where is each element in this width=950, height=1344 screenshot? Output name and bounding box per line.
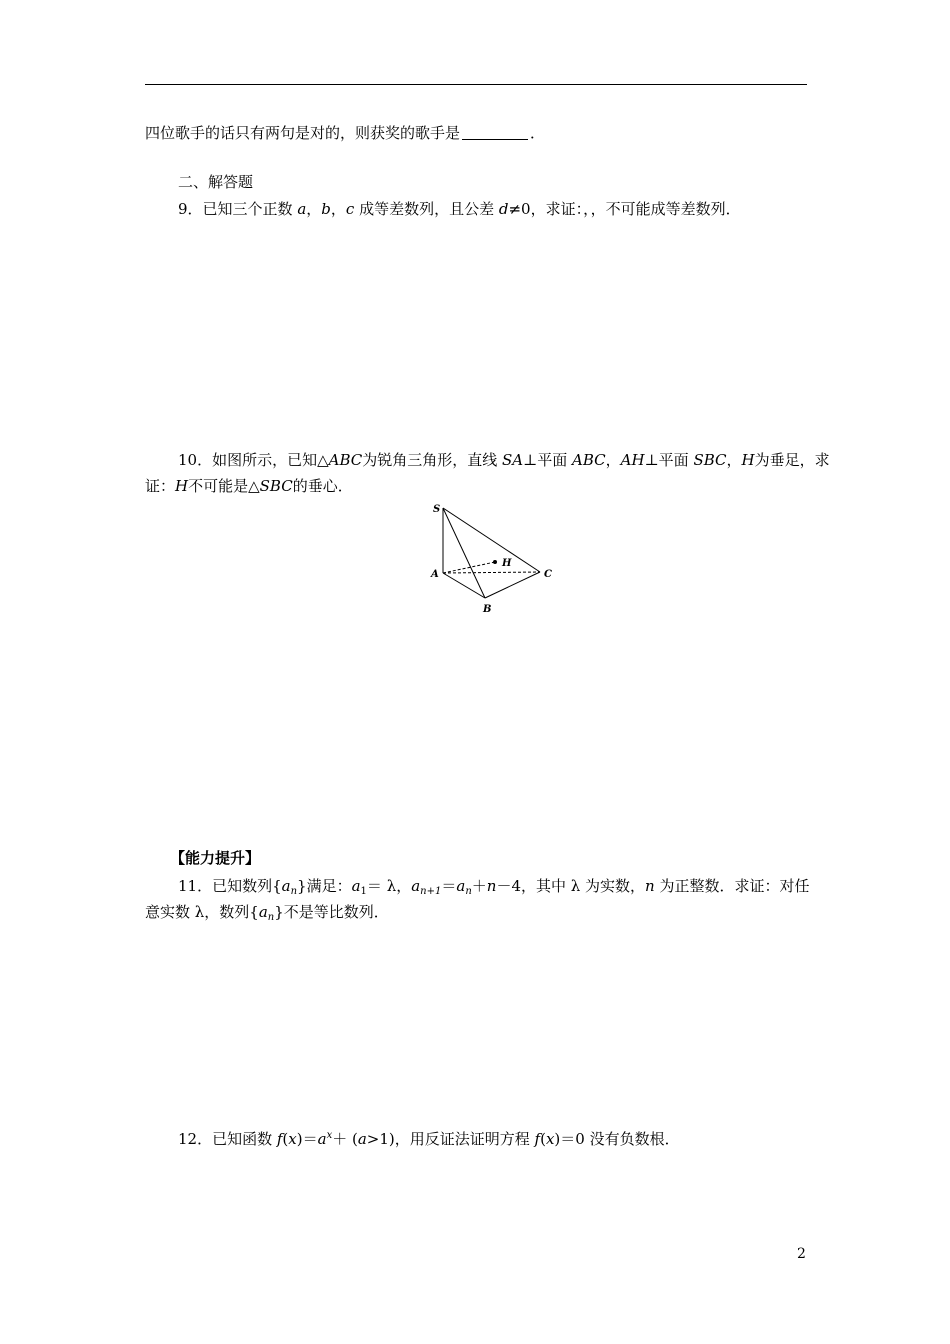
edge-bc: [485, 572, 540, 598]
ability-heading: 【能力提升】: [170, 849, 261, 867]
answer-blank: [462, 125, 528, 140]
label-h: H: [502, 558, 512, 569]
question-12: 12．已知函数 $f(x)=a^x+ (a>1)$，用反证法证明方程 f(x)＝0 没有负数根．: [178, 1130, 680, 1148]
page-number: 2: [797, 1246, 806, 1262]
carry-over-line: 四位歌手的话只有两句是对的，则获奖的歌手是 ．: [145, 124, 546, 142]
label-c: C: [544, 569, 552, 580]
section-title: 二、解答题: [178, 173, 254, 191]
question-10-line-1: 10．如图所示，已知△ABC为锐角三角形，直线 SA⊥平面 ABC，AH⊥平面 SBC，H为垂足，求: [178, 451, 830, 469]
label-a: A: [431, 569, 439, 580]
point-h: [493, 560, 497, 564]
question-9: 9．已知三个正数 a，b，c 成等差数列，且公差 d≠0，求证：，，不可能成等差数列．: [178, 200, 741, 218]
tetrahedron-figure: [425, 500, 560, 620]
question-10-line-2: 证：H不可能是△SBC的垂心．: [145, 477, 353, 495]
label-s: S: [433, 504, 441, 515]
question-11-line-2: 意实数 λ，数列$\{a_n\}$不是等比数列．: [145, 903, 389, 923]
header-rule: [145, 84, 807, 85]
edge-ac: [443, 572, 540, 573]
question-11-line-1: 11．已知数列$\{a_n\}$满足：$a_1= \lambda$，$a_{n+1}=a_n+n-4$，其中 λ 为实数，n 为正整数．求证：对任: [178, 877, 810, 897]
label-b: B: [483, 604, 492, 615]
